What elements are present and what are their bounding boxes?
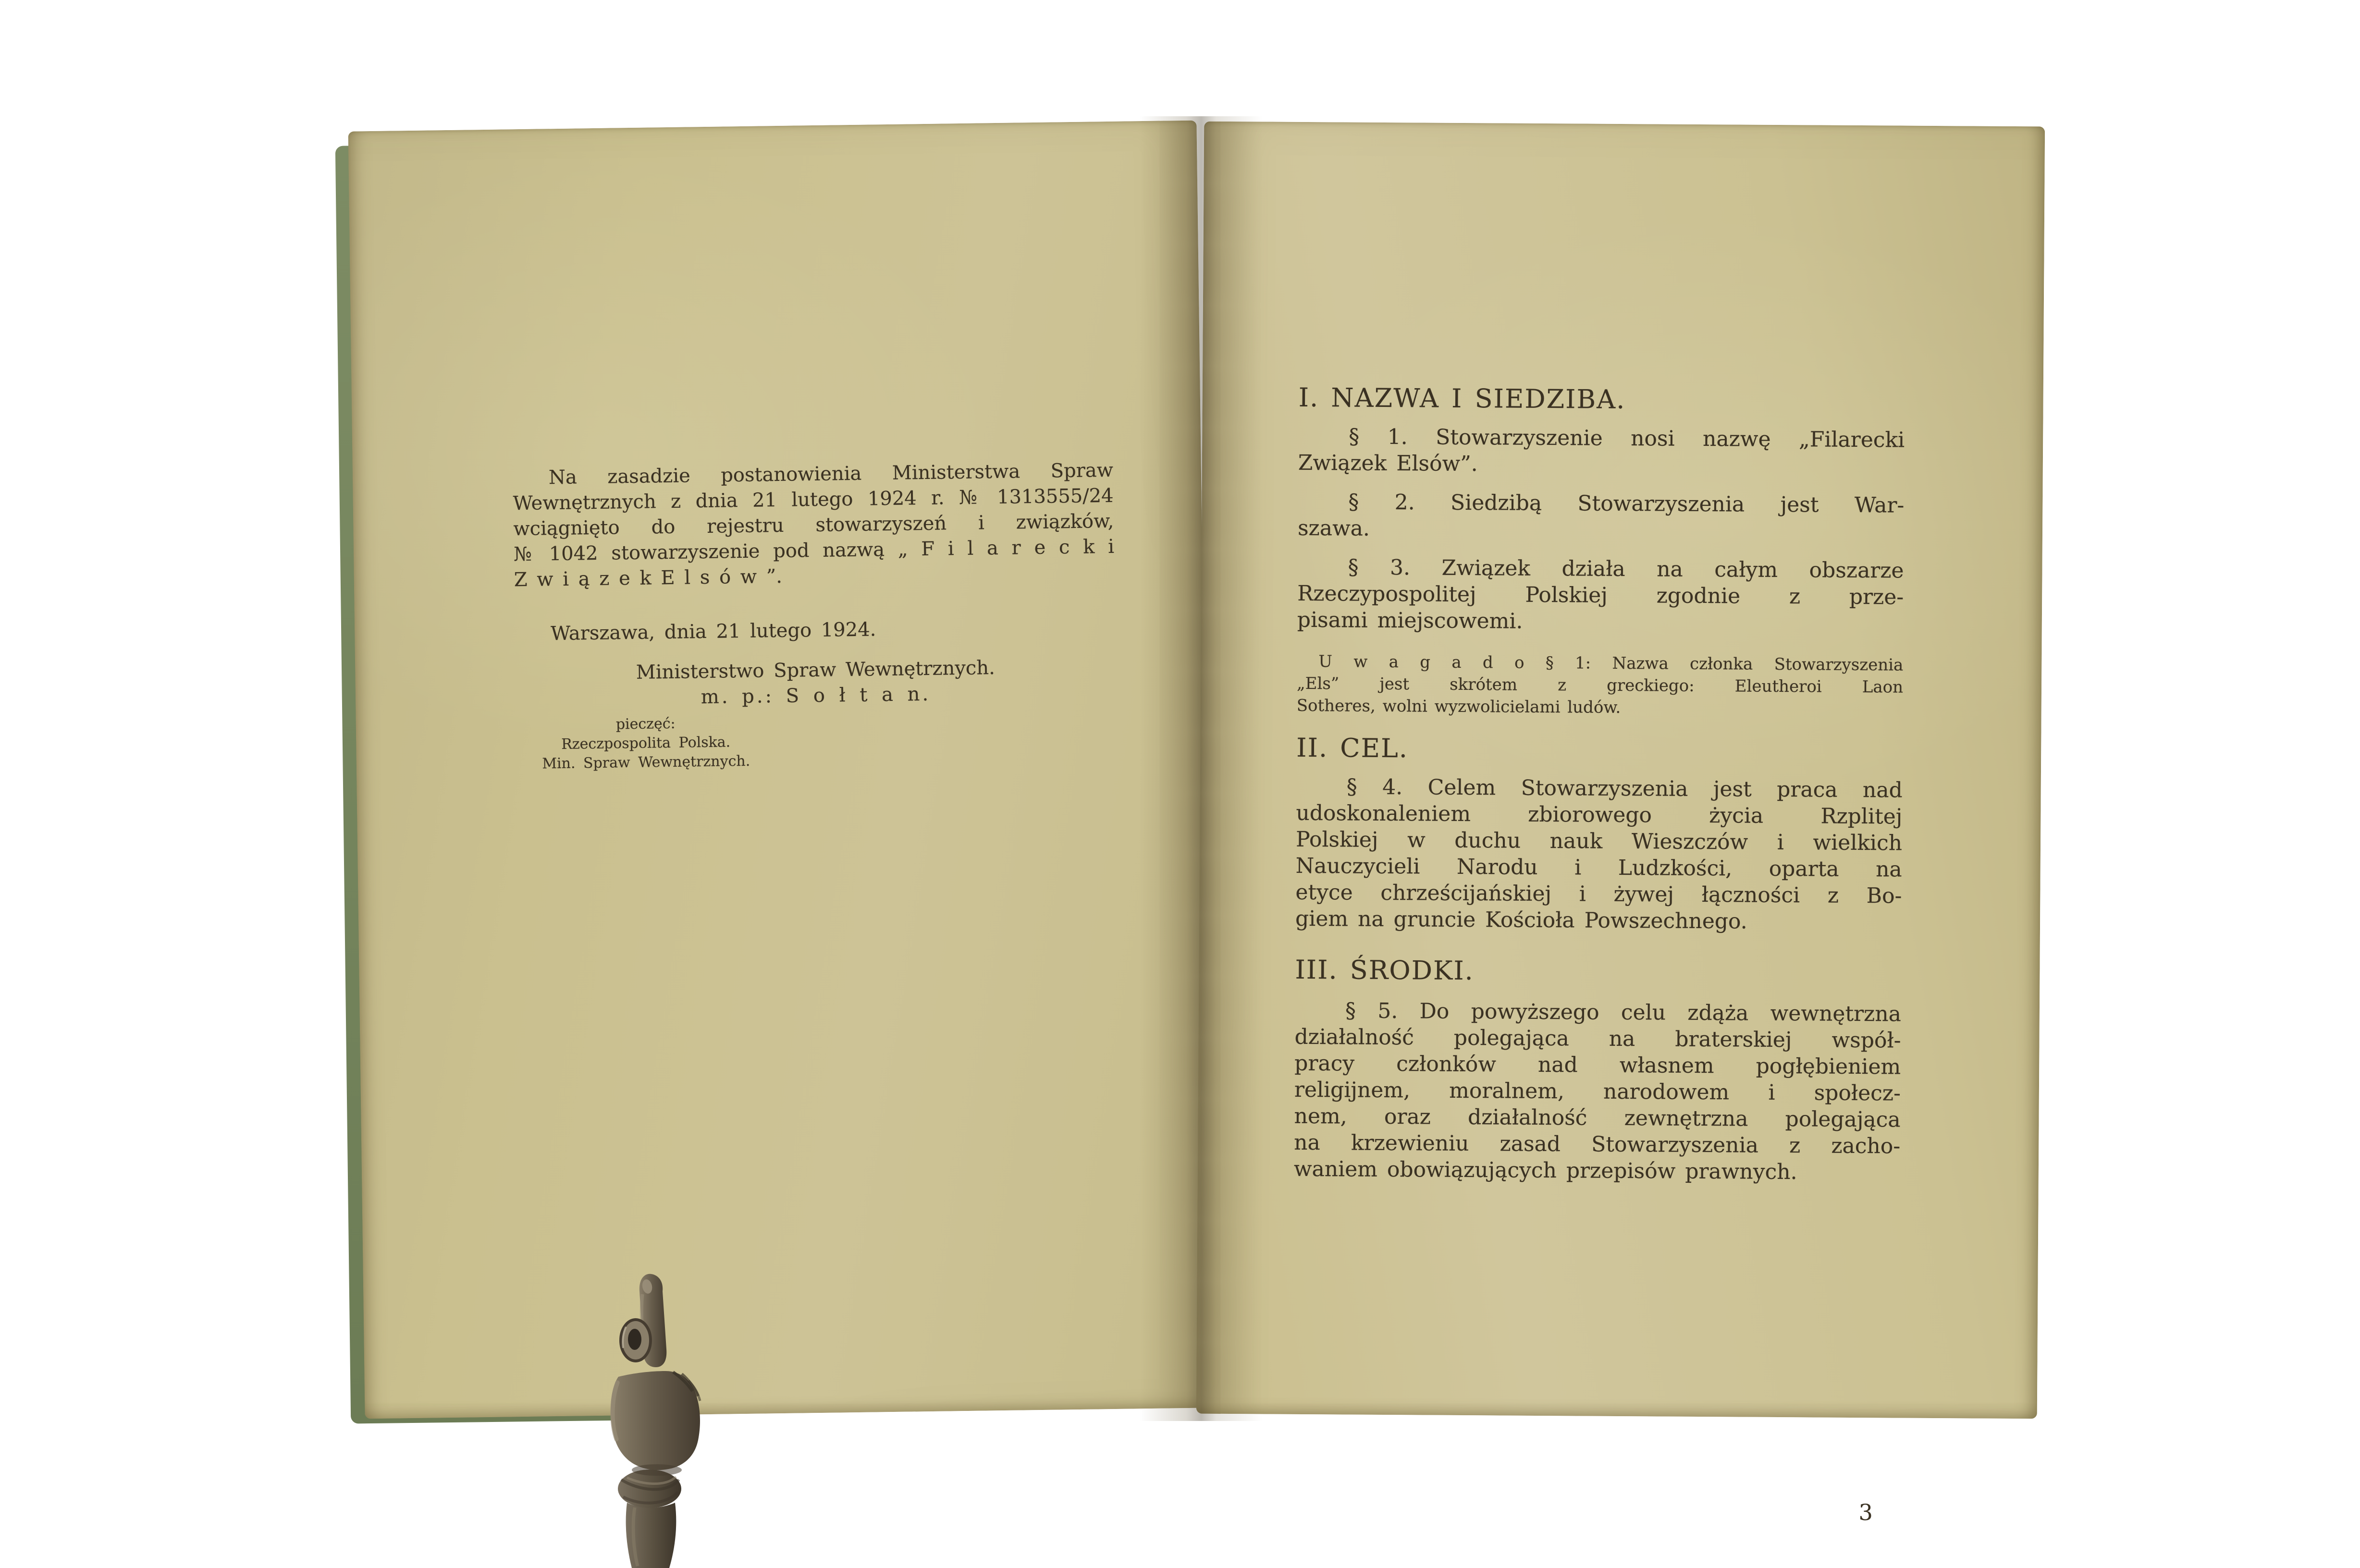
text-line: Nauczycieli Narodu i Ludzkości, oparta na xyxy=(1295,853,1902,882)
ministry-line: Ministerstwo Spraw Wewnętrznych. xyxy=(636,657,996,684)
note-to-paragraph-1 xyxy=(1297,650,1904,721)
right-page-text xyxy=(1293,382,1905,1526)
paragraph-3 xyxy=(1297,554,1904,637)
text-line: Sotheres, wolni wyzwolicielami ludów. xyxy=(1296,696,1621,717)
seal-line: Min. Spraw Wewnętrznych. xyxy=(542,752,750,772)
registration-paragraph xyxy=(513,458,1115,593)
seal-line: Rzeczpospolita Polska. xyxy=(561,734,731,753)
text-line: § 3. Związek działa na całym obszarze xyxy=(1348,555,1904,583)
text-line: § 2. Siedzibą Stowarzyszenia jest War- xyxy=(1348,490,1905,518)
text-line: Z w i ą z e k E l s ó w ”. xyxy=(514,565,783,591)
text-line: Wewnętrznych z dnia 21 lutego 1924 r. № 1313555/24 xyxy=(513,484,1114,515)
left-page-text xyxy=(513,458,1117,774)
text-line: pracy członków nad własnem pogłębieniem xyxy=(1294,1051,1901,1079)
right-page xyxy=(1196,122,2045,1526)
dateline: Warszawa, dnia 21 lutego 1924. xyxy=(550,618,876,645)
signature-line: m. p.: S o ł t a n. xyxy=(701,683,931,709)
text-line: § 5. Do powyższego celu zdąża wewnętrzna xyxy=(1345,998,1902,1027)
text-line: Na zasadzie postanowienia Ministerstwa Spraw xyxy=(548,459,1114,489)
text-line: § 4. Celem Stowarzyszenia jest praca nad xyxy=(1346,774,1903,803)
seal-block xyxy=(502,713,791,774)
paragraph-2 xyxy=(1298,489,1905,545)
left-page xyxy=(348,121,1214,1419)
paragraph-1 xyxy=(1298,423,1905,480)
text-line: nem, oraz działalność zewnętrzna polegająca xyxy=(1294,1103,1901,1132)
text-line: Polskiej w duchu nauk Wieszczów i wielkich xyxy=(1295,827,1903,856)
paragraph-4 xyxy=(1295,773,1903,936)
section-heading-cel: II. CEL. xyxy=(1296,732,1409,764)
text-line: działalność polegająca na braterskiej współ- xyxy=(1294,1024,1901,1053)
text-line: U w a g a d o § 1: Nazwa członka Stowarzyszenia xyxy=(1318,652,1904,675)
section-heading-nazwa-i-siedziba: I. NAZWA I SIEDZIBA. xyxy=(1298,382,1626,415)
text-line: waniem obowiązujących przepisów prawnych. xyxy=(1293,1156,1797,1185)
seal-caption: pieczęć: xyxy=(615,715,676,733)
paragraph-5 xyxy=(1294,997,1901,1186)
page-number: 3 xyxy=(1858,1499,1873,1526)
text-line: religijnem, moralnem, narodowem i społecz- xyxy=(1294,1077,1901,1106)
text-line: Rzeczypospolitej Polskiej zgodnie z prze- xyxy=(1297,581,1904,610)
text-line: giem na gruncie Kościoła Powszechnego. xyxy=(1295,906,1747,934)
text-line: pisami miejscowemi. xyxy=(1297,607,1523,634)
text-line: wciągnięto do rejestru stowarzyszeń i związków, xyxy=(513,510,1114,540)
section-heading-srodki: III. ŚRODKI. xyxy=(1295,954,1475,986)
text-line: § 1. Stowarzyszenie nosi nazwę „Filarecki xyxy=(1349,424,1905,453)
text-line: etyce chrześcijańskiej i żywej łączności z Bo- xyxy=(1295,880,1902,908)
text-line: Związek Elsów”. xyxy=(1298,450,1478,477)
text-line: udoskonaleniem zbiorowego życia Rzplitej xyxy=(1296,800,1903,829)
text-line: № 1042 stowarzyszenie pod nazwą „ F i l a r e c k i xyxy=(513,535,1115,566)
pointing-hand-figurine xyxy=(593,1262,723,1568)
text-line: na krzewieniu zasad Stowarzyszenia z zacho- xyxy=(1294,1130,1901,1159)
text-line: „Els” jest skrótem z greckiego: Eleutheroi Laon xyxy=(1296,674,1904,697)
text-line: szawa. xyxy=(1297,515,1370,541)
